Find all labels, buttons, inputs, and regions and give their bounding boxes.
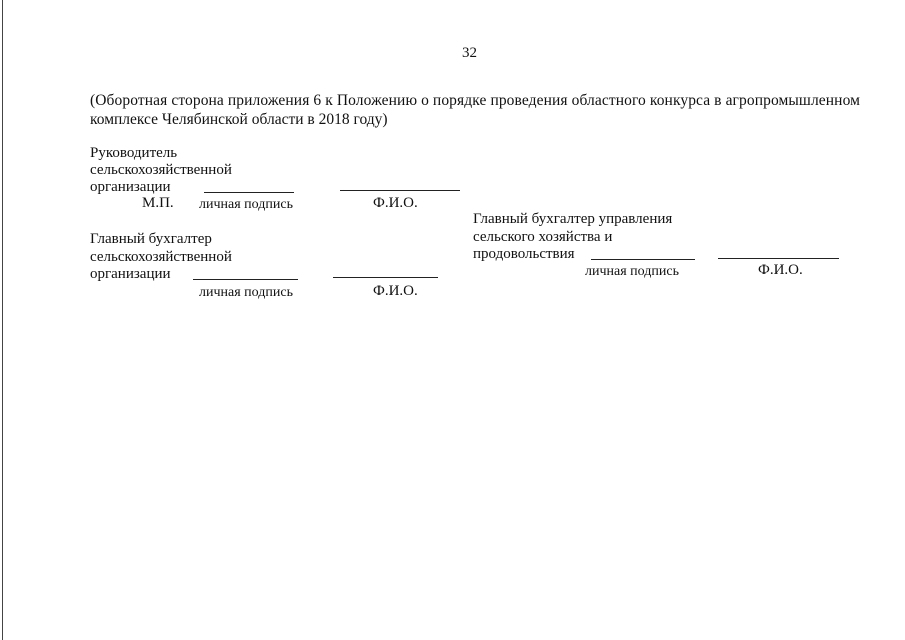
chief-accountant-org-name-line [333,277,438,278]
head-of-org-name-label: Ф.И.О. [373,195,418,211]
page-edge-line [2,0,3,640]
chief-accountant-org-signature-line [193,279,298,280]
header-line-1: (Оборотная сторона приложения 6 к Положению о порядке проведения областного конкурса в агропромышленном [90,92,861,109]
chief-accountant-dept-name-line [718,258,839,259]
head-of-org-title-3: организации [90,179,171,195]
chief-accountant-dept-name-label: Ф.И.О. [758,262,803,278]
chief-accountant-dept-signature-line [591,259,695,260]
head-of-org-title-1: Руководитель [90,145,178,161]
chief-accountant-dept-title-1: Главный бухгалтер управления [473,211,673,227]
chief-accountant-org-name-label: Ф.И.О. [373,283,418,299]
head-of-org-stamp-label: М.П. [142,195,174,211]
chief-accountant-org-signature-label: личная подпись [199,285,293,300]
chief-accountant-dept-title-3: продовольствия [473,246,575,262]
page-number: 32 [462,45,477,61]
chief-accountant-org-title-3: организации [90,266,171,282]
head-of-org-name-line [340,190,460,191]
head-of-org-signature-label: личная подпись [199,197,293,212]
header-line-2: комплексе Челябинской области в 2018 году) [90,111,388,128]
chief-accountant-org-title-2: сельскохозяйственной [90,249,232,265]
chief-accountant-dept-signature-label: личная подпись [585,264,679,279]
head-of-org-title-2: сельскохозяйственной [90,162,232,178]
head-of-org-signature-line [204,192,294,193]
chief-accountant-dept-title-2: сельского хозяйства и [473,229,613,245]
chief-accountant-org-title-1: Главный бухгалтер [90,231,212,247]
